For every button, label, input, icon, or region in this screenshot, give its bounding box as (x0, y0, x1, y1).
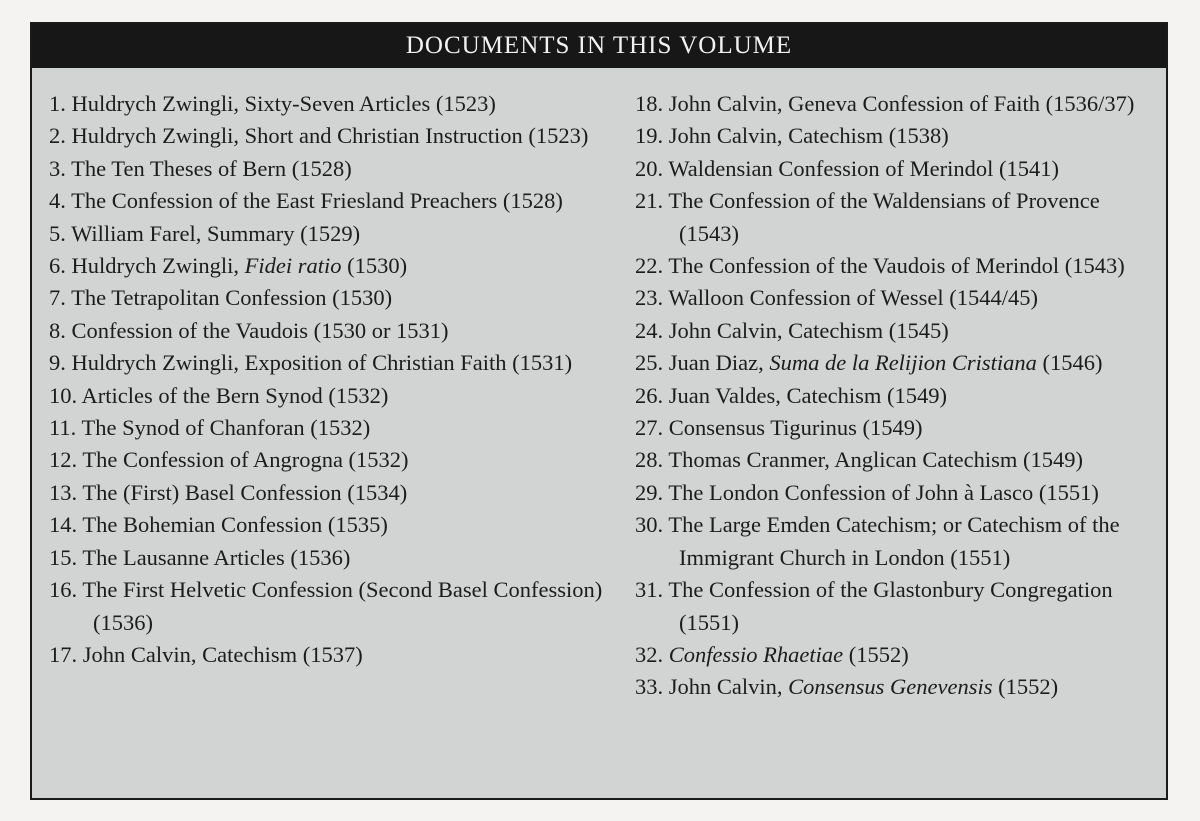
entry-text: The Confession of the Glastonbury Congregation (1551) (668, 577, 1113, 635)
entry-number: 31. (635, 577, 664, 603)
entry-number: 3. (49, 155, 66, 181)
document-entry (49, 509, 614, 541)
entry-text: John Calvin, Catechism (1538) (668, 123, 949, 149)
entry-number: 10. (49, 382, 78, 408)
entry-text: John Calvin, (668, 674, 789, 700)
entry-number: 7. (49, 285, 66, 311)
entry-text: The Lausanne Articles (1536) (82, 544, 351, 570)
entry-number: 21. (635, 188, 664, 214)
entry-number: 22. (635, 253, 664, 279)
page-title: DOCUMENTS IN THIS VOLUME (405, 32, 793, 59)
entry-number: 14. (49, 512, 78, 538)
entry-text: The Confession of the East Friesland Preachers (1528) (71, 188, 563, 214)
entry-number: 6. (49, 253, 66, 279)
entry-text: Juan Diaz, (668, 350, 770, 376)
entry-text: Waldensian Confession of Merindol (1541) (668, 155, 1059, 181)
entry-text: The London Confession of John à Lasco (1551) (668, 479, 1099, 505)
entry-number: 18. (635, 91, 664, 116)
entry-number: 28. (635, 447, 664, 473)
entry-text: The Tetrapolitan Confession (1530) (71, 285, 393, 311)
entry-text: The First Helvetic Confession (Second Basel Confession) (1536) (82, 577, 603, 635)
entry-text: John Calvin, Geneva Confession of Faith (1536/37) (668, 91, 1135, 116)
entry-number: 32. (635, 641, 664, 667)
document-entry (635, 153, 1155, 185)
document-entry (49, 315, 614, 347)
entry-number: 15. (49, 544, 78, 570)
document-entry (49, 282, 614, 314)
entry-number: 13. (49, 479, 78, 505)
entry-number: 30. (635, 512, 664, 538)
entry-text: (1552) (992, 674, 1059, 700)
document-entry (49, 639, 614, 671)
document-columns (32, 88, 1166, 704)
document-entry (635, 120, 1155, 152)
entry-text: Thomas Cranmer, Anglican Catechism (1549) (668, 447, 1083, 473)
entry-text: The Synod of Chanforan (1532) (81, 415, 371, 441)
document-entry (49, 88, 614, 120)
entry-number: 26. (635, 382, 664, 408)
document-entry (49, 477, 614, 509)
entry-number: 29. (635, 479, 664, 505)
document-entry (635, 88, 1155, 120)
document-entry (49, 380, 614, 412)
entry-number: 11. (49, 415, 77, 441)
document-entry (49, 347, 614, 379)
document-entry (49, 185, 614, 217)
document-entry (635, 477, 1155, 509)
document-entry (635, 315, 1155, 347)
entry-text: Huldrych Zwingli, Exposition of Christian Faith (1531) (71, 350, 573, 376)
entry-title-italic: Fidei ratio (244, 253, 342, 279)
entry-number: 12. (49, 447, 78, 473)
entry-number: 23. (635, 285, 664, 311)
entry-number: 5. (49, 220, 66, 246)
entry-number: 1. (49, 91, 66, 116)
right-column-list (635, 88, 1155, 704)
entry-text: Articles of the Bern Synod (1532) (81, 382, 389, 408)
entry-text: John Calvin, Catechism (1545) (668, 317, 949, 343)
entry-number: 16. (49, 577, 78, 603)
entry-text: The Confession of Angrogna (1532) (82, 447, 409, 473)
entry-text: The Bohemian Confession (1535) (82, 512, 388, 538)
entry-text: Huldrych Zwingli, Sixty-Seven Articles (1523) (71, 91, 496, 116)
entry-text: Juan Valdes, Catechism (1549) (668, 382, 948, 408)
entry-text: The Large Emden Catechism; or Catechism of the Immigrant Church in London (1551) (668, 512, 1120, 570)
entry-number: 24. (635, 317, 664, 343)
document-entry (635, 639, 1155, 671)
entry-text: John Calvin, Catechism (1537) (82, 641, 363, 667)
left-column-list (49, 88, 614, 704)
document-entry (635, 380, 1155, 412)
entry-text: The Ten Theses of Bern (1528) (71, 155, 352, 181)
document-entry (49, 218, 614, 250)
document-entry (635, 282, 1155, 314)
entry-text: (1530) (341, 253, 408, 279)
document-entry (635, 509, 1155, 574)
entry-title-italic: Suma de la Relijion Cristiana (769, 350, 1037, 376)
document-entry (49, 574, 614, 639)
document-entry (49, 153, 614, 185)
entry-number: 25. (635, 350, 664, 376)
document-entry (635, 185, 1155, 250)
document-entry (635, 347, 1155, 379)
entry-text: (1546) (1036, 350, 1103, 376)
entry-text: Walloon Confession of Wessel (1544/45) (668, 285, 1039, 311)
document-entry (635, 412, 1155, 444)
entry-number: 2. (49, 123, 66, 149)
entry-title-italic: Consensus Genevensis (788, 674, 993, 700)
document-entry (49, 412, 614, 444)
entry-text: Consensus Tigurinus (1549) (668, 415, 923, 441)
entry-text: The Confession of the Waldensians of Provence (1543) (668, 188, 1100, 246)
entry-title-italic: Confessio Rhaetiae (668, 641, 844, 667)
document-entry (49, 250, 614, 282)
entry-text: The (First) Basel Confession (1534) (82, 479, 408, 505)
header-bar (32, 24, 1166, 68)
entry-text: The Confession of the Vaudois of Merindol (1543) (668, 253, 1125, 279)
document-entry (635, 444, 1155, 476)
document-entry (635, 250, 1155, 282)
document-entry (635, 671, 1155, 703)
entry-number: 20. (635, 155, 664, 181)
entry-text: (1552) (843, 641, 909, 667)
entry-number: 8. (49, 317, 66, 343)
entry-number: 17. (49, 641, 78, 667)
document-entry (49, 120, 614, 152)
entry-number: 9. (49, 350, 66, 376)
entry-number: 4. (49, 188, 66, 214)
document-entry (49, 444, 614, 476)
document-entry (49, 542, 614, 574)
entry-text: Huldrych Zwingli, (71, 253, 245, 279)
documents-box (30, 22, 1168, 800)
entry-text: William Farel, Summary (1529) (71, 220, 361, 246)
entry-number: 19. (635, 123, 664, 149)
entry-number: 27. (635, 415, 664, 441)
entry-number: 33. (635, 674, 664, 700)
entry-text: Huldrych Zwingli, Short and Christian Instruction (1523) (71, 123, 589, 149)
entry-text: Confession of the Vaudois (1530 or 1531) (71, 317, 449, 343)
document-entry (635, 574, 1155, 639)
